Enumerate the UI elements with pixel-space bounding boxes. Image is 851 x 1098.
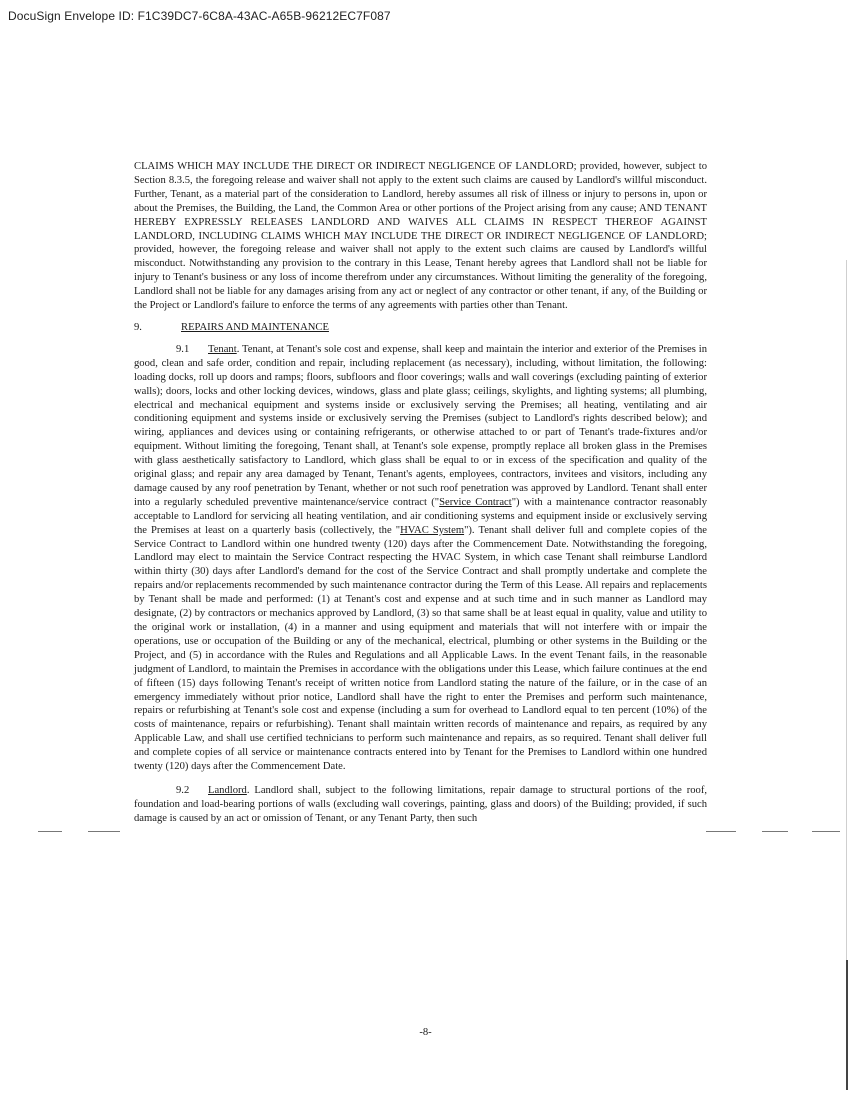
scan-dash-right-2 — [762, 831, 788, 832]
term-service-contract: Service Contract — [439, 496, 512, 508]
subsection-9-2-heading: Landlord — [208, 784, 247, 796]
scan-edge-line-dark — [846, 960, 848, 1090]
scan-dash-left-2 — [88, 831, 120, 832]
term-hvac-system: HVAC System — [400, 524, 465, 536]
document-body — [134, 160, 707, 826]
subsection-9-1-heading: Tenant — [208, 343, 237, 355]
subsection-9-1-text-a: . Tenant, at Tenant's sole cost and expense, shall keep and maintain the interior and exterior of the Premises in good, clean and safe order, condition and repair, including replacement (as necessary), including, without limitation, the following: loading docks, roll up doors and ramps; floors, subfloors and floor coverings; walls and wall coverings (excluding painting of exterior walls); doors, locks and other locking devices, windows, glass and plate glass; ceilings, skylights, and lighting systems; all plumbing, electrical and mechanical equipment and systems inside or exclusively serving the Premises; all heating, ventilating and air conditioning equipment and systems inside or exclusively serving the Premises (subject to Landlord's rights described below); and wiring, appliances and devices using or containing refrigerants, or otherwise attached to or part of Tenant's trade-fixtures and/or equipment. Without limiting the foregoing, Tenant shall, at Tenant's sole expense, promptly replace all broken glass in the Premises with glass aesthetically satisfactory to Landlord, which glass shall be equal to or in excess of the specification and quality of the original glass; and repair any area damaged by Tenant, Tenant's agents, employees, contractors, invitees and visitors, including any damage caused by any roof penetration by Tenant, whether or not such roof penetration was approved by Landlord. Tenant shall enter into a regularly scheduled preventive maintenance/service contract (" — [134, 343, 707, 508]
subsection-9-1-text-c: "). Tenant shall deliver full and complete copies of the Service Contract to Landlord within one hundred twenty (120) days after the Commencement Date. Notwithstanding the foregoing, Landlord may elect to maintain the Service Contract respecting the HVAC System, in which case Tenant shall reimburse Landlord within thirty (30) days after Landlord's demand for the cost of the Service Contract and shall promptly undertake and complete the repairs and/or replacements recommended by such maintenance contractor during the Term of this Lease. All repairs and replacements by Tenant shall be made and performed: (1) at Tenant's cost and expense and at such time and in such manner as Landlord may designate, (2) by contractors or mechanics approved by Landlord, (3) so that same shall be at least equal in quality, value and utility to the original work or installation, (4) in a manner and using equipment and materials that will not interfere with or impair the operations, use or occupation of the Building or any of the mechanical, electrical, plumbing or other systems in the Building or the Project, and (5) in accordance with the Rules and Regulations and all Applicable Laws. In the event Tenant fails, in the reasonable judgment of Landlord, to maintain the Premises in accordance with the obligations under this Lease, which failure continues at the end of fifteen (15) days following Tenant's receipt of written notice from Landlord stating the nature of the failure, or in the case of an emergency immediately without prior notice, Landlord shall have the right to enter the Premises and perform such maintenance, repairs or refurbishing at Tenant's sole cost and expense (including a sum for overhead to Landlord equal to ten percent (10%) of the costs of maintenance, repairs or refurbishing). Tenant shall maintain written records of maintenance and repairs, as required by any Applicable Law, and shall use certified technicians to perform such maintenance and repairs, as so required. Tenant shall deliver full and complete copies of all service or maintenance contracts entered into by Tenant for the Premises to Landlord within one hundred twenty (120) days after the Commencement Date. — [134, 524, 707, 773]
scan-edge-line — [846, 260, 847, 1080]
subsection-9-1-number: 9.1 — [176, 343, 190, 355]
subsection-9-2 — [134, 784, 707, 826]
envelope-id: DocuSign Envelope ID: F1C39DC7-6C8A-43AC-A65B-96212EC7F087 — [8, 9, 391, 23]
scan-dash-right-1 — [706, 831, 736, 832]
subsection-9-1 — [134, 343, 707, 774]
subsection-9-2-text: . Landlord shall, subject to the following limitations, repair damage to structural portions of the roof, foundation and load-bearing portions of walls (excluding wall coverings, painting, glass and doors) of the Building; provided, if such damage is caused by an act or omission of Tenant, or any Tenant Party, then such — [134, 784, 707, 824]
page-number: -8- — [419, 1027, 432, 1038]
intro-paragraph: CLAIMS WHICH MAY INCLUDE THE DIRECT OR INDIRECT NEGLIGENCE OF LANDLORD; provided, however, subject to Section 8.3.5, the foregoing release and waiver shall not apply to the extent such claims are caused by Landlord's willful misconduct. Further, Tenant, as a material part of the consideration to Landlord, hereby assumes all risk of illness or injury to persons in, upon or about the Premises, the Building, the Land, the Common Area or other portions of the Project arising from any cause; AND TENANT HEREBY EXPRESSLY RELEASES LANDLORD AND WAIVES ALL CLAIMS IN RESPECT THEREOF AGAINST LANDLORD, INCLUDING CLAIMS WHICH MAY INCLUDE THE DIRECT OR INDIRECT NEGLIGENCE OF LANDLORD; provided, however, the foregoing release and waiver shall not apply to the extent such claims are caused by Landlord's willful misconduct. Notwithstanding any provision to the contrary in this Lease, Tenant hereby agrees that Landlord shall not be liable for injury to Tenant's business or any loss of income therefrom under any circumstances. Without limiting the generality of the foregoing, Landlord shall not be liable for any damages arising from any act or neglect of any contractor or other tenant, if any, of the Building or the Project or Landlord's failure to enforce the terms of any agreements with parties other than Tenant. — [134, 161, 707, 312]
subsection-9-2-number: 9.2 — [176, 784, 190, 796]
section-number: 9. — [134, 321, 142, 333]
subsection-9-1-text-b: ") with a maintenance contractor reasonably acceptable to Landlord for servicing all heating ventilation, and air conditioning systems and equipment inside or exclusively serving the Premises at least on a quarterly basis (collectively, the " — [134, 496, 707, 536]
section-heading — [134, 321, 707, 335]
section-title: REPAIRS AND MAINTENANCE — [181, 321, 329, 333]
scan-dash-left-1 — [38, 831, 62, 832]
scan-dash-right-3 — [812, 831, 840, 832]
